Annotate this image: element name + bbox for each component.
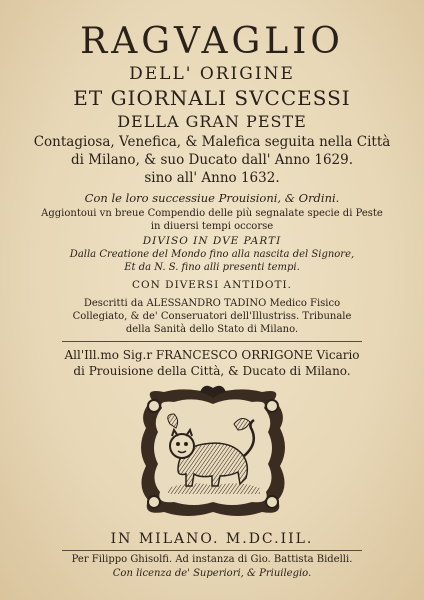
- compendium-line-1: Aggiontoui vn breue Compendio delle più segnalate specie di Peste: [41, 208, 383, 219]
- dedication-line-1: All'Ill.mo Sig.r FRANCESCO ORRIGONE Vicario: [64, 348, 360, 362]
- title-line-2: DELL' ORIGINE: [129, 64, 295, 84]
- provisions-line: Con le loro successiue Prouisioni, & Ordini.: [84, 191, 340, 205]
- compendium-line-2: in diuersi tempi occorse: [150, 221, 274, 232]
- author-line-1: Descritti da ALESSANDRO TADINO Medico Fisico: [83, 298, 341, 309]
- imprint-rule: [62, 550, 362, 551]
- author-line-3: della Sanità dello Stato di Milano.: [125, 324, 299, 335]
- imprint-line: IN MILANO. M.DC.IIL.: [110, 531, 314, 547]
- division-heading: DIVISO IN DVE PARTI: [142, 235, 282, 247]
- division-line-3: Et da N. S. fino alli presenti tempi.: [124, 262, 300, 273]
- subtitle-line-3: sino all' Anno 1632.: [144, 170, 280, 186]
- printer-device-icon: [134, 384, 292, 520]
- division-line-2: Dalla Creatione del Mondo fino alla nascita del Signore,: [69, 249, 355, 260]
- divider-rule: [62, 341, 362, 342]
- title-line-4: DELLA GRAN PESTE: [117, 112, 307, 131]
- subtitle-line-1: Contagiosa, Venefica, & Malefica seguita nella Città: [33, 134, 391, 150]
- antidotes-heading: CON DIVERSI ANTIDOTI.: [131, 279, 292, 291]
- title-line-1: RAGVAGLIO: [80, 21, 344, 62]
- title-line-3: ET GIORNALI SVCCESSI: [73, 86, 351, 110]
- dedication-line-2: di Prouisione della Città, & Ducato di Milano.: [73, 364, 351, 378]
- printer-line-1: Per Filippo Ghisolfi. Ad instanza di Gio. Battista Bidelli.: [71, 554, 353, 565]
- subtitle-line-2: di Milano, & suo Ducato dall' Anno 1629.: [70, 152, 354, 168]
- printer-line-2: Con licenza de' Superiori, & Priuilegio.: [112, 568, 312, 579]
- author-line-2: Collegiato, & de' Conseruatori dell'Illustriss. Tribunale: [72, 311, 352, 322]
